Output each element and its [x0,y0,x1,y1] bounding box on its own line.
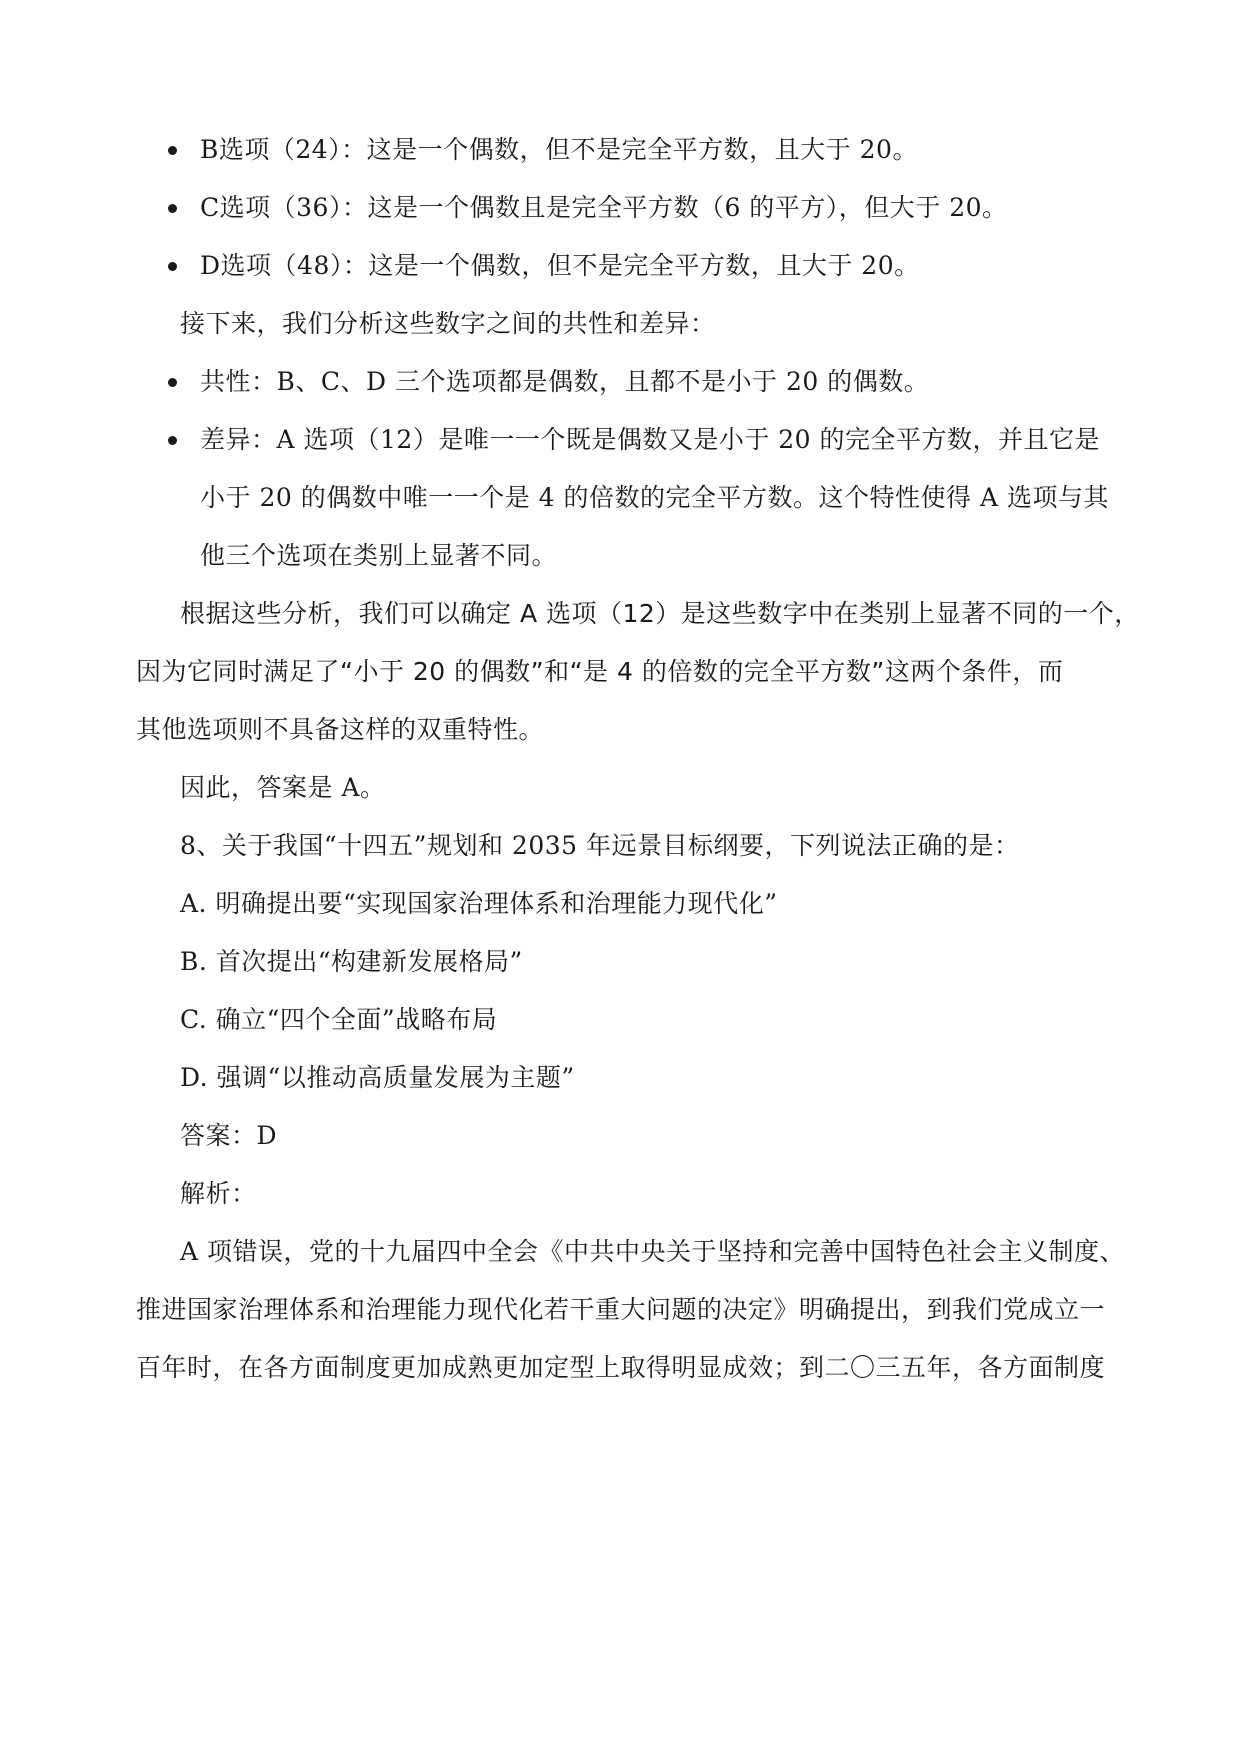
bullet-diff-line-2: 小于 20 的偶数中唯一一个是 4 的倍数的完全平方数。这个特性使得 A 选项与其 [200,483,1109,512]
conclusion-line-2: 因为它同时满足了“小于 20 的偶数”和“是 4 的倍数的完全平方数”这两个条件，而 [136,657,1064,686]
bullet-diff-line-1: 差异：A 选项（12）是唯一一个既是偶数又是小于 20 的完全平方数，并且它是 [200,425,1101,454]
bullet-option-b: B选项（24）：这是一个偶数，但不是完全平方数，且大于 20。 [200,135,918,164]
conclusion-line-1: 根据这些分析，我们可以确定 A 选项（12）是这些数字中在类别上显著不同的一个， [180,599,1140,628]
bullet-diff-line-3: 他三个选项在类别上显著不同。 [200,541,558,570]
conclusion-line-3: 其他选项则不具备这样的双重特性。 [136,715,545,744]
answer-line: 答案：D [180,1121,278,1150]
intro-paragraph: 接下来，我们分析这些数字之间的共性和差异： [180,309,716,338]
option-b: B. 首次提出“构建新发展格局” [180,947,523,976]
analysis-line-3: 百年时，在各方面制度更加成熟更加定型上取得明显成效；到二〇三五年，各方面制度 [136,1353,1106,1382]
bullet-icon [168,262,177,271]
bullet-icon [168,436,177,445]
option-d: D. 强调“以推动高质量发展为主题” [180,1063,575,1092]
therefore-paragraph: 因此，答案是 A。 [180,773,386,802]
analysis-line-2: 推进国家治理体系和治理能力现代化若干重大问题的决定》明确提出，到我们党成立一 [136,1295,1106,1324]
bullet-icon [168,378,177,387]
analysis-label: 解析： [180,1179,257,1208]
option-c: C. 确立“四个全面”战略布局 [180,1005,498,1034]
bullet-icon [168,204,177,213]
bullet-common: 共性：B、C、D 三个选项都是偶数，且都不是小于 20 的偶数。 [200,367,930,396]
question-8: 8、关于我国“十四五”规划和 2035 年远景目标纲要，下列说法正确的是： [180,831,1020,860]
bullet-option-c: C选项（36）：这是一个偶数且是完全平方数（6 的平方），但大于 20。 [200,193,1008,222]
bullet-option-d: D选项（48）：这是一个偶数，但不是完全平方数，且大于 20。 [200,251,920,280]
bullet-icon [168,146,177,155]
analysis-line-1: A 项错误，党的十九届四中全会《中共中央关于坚持和完善中国特色社会主义制度、 [180,1237,1126,1266]
option-a: A. 明确提出要“实现国家治理体系和治理能力现代化” [180,889,778,918]
